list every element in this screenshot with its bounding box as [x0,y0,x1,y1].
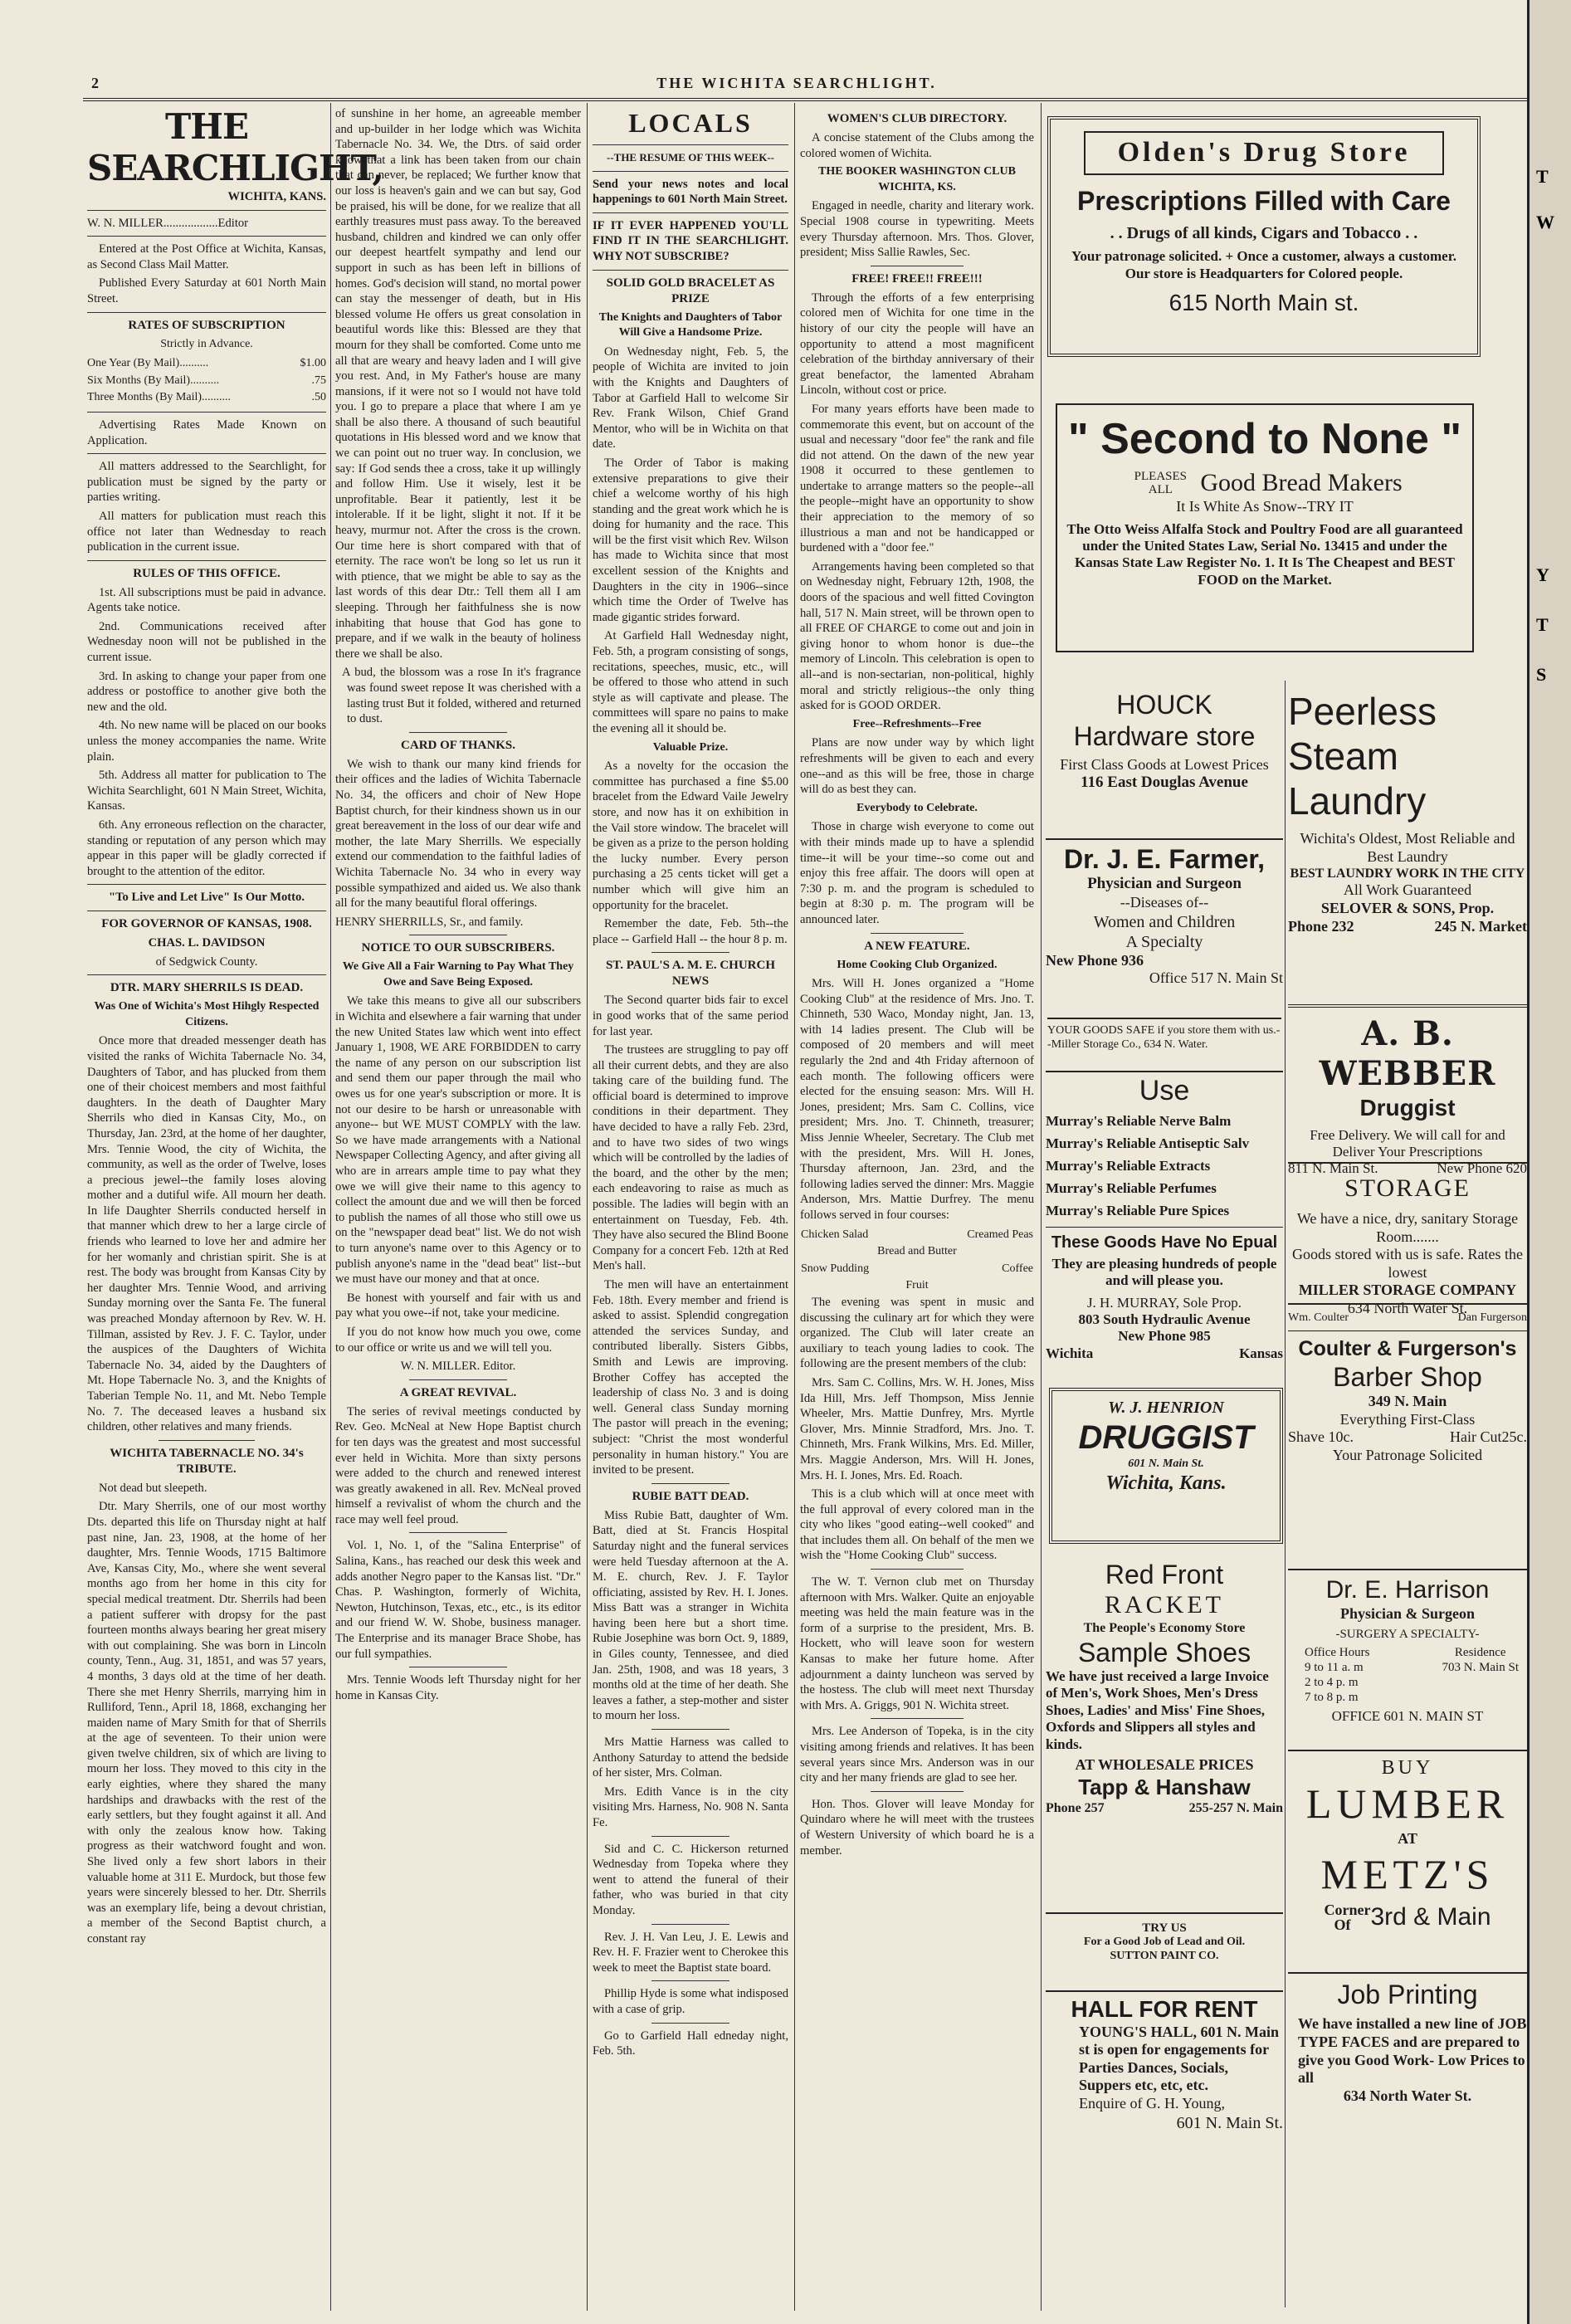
local-item: Mrs. Edith Vance is in the city visiting Mrs. Harness, No. 908 N. Santa Fe. [593,1784,788,1829]
ad-line: They are pleasing hundreds of people and will please you. [1051,1255,1277,1289]
ad-coulter-barber [1288,1303,1527,1560]
article-headline: A GREAT REVIVAL. [399,1385,517,1399]
ad-title: HALL FOR RENT [1071,1996,1258,2022]
rule-item: 3rd. In asking to change your paper from one address or postoffice to another give both the new and the old. [87,669,326,714]
article-subhead: Home Cooking Club Organized. [837,958,998,971]
article-body: We take this means to give all our subscribers in Wichita and elsewhere a fair warning that under the new United States law which went into effect January 1, 1908, WE ARE FORBIDDEN to carry the name of any person on our subscription list and send them our paper through the mail who owes us for one year's subscription or more. It is not our desire to be harsh or unreasonable with anyone-- but WE MUST COMPLY with the law. So we have made arrangements with a National Newspaper Collecting Agency, and after giving all who are in arrears ample time to pay what they owe we will give their name to this agency to collect the amount due and we will then be forced to publish the names of all those who still owe us on the "newspaper dead beat" list. We do not wish to turn anyone's name over to this Agency or to publish anyone's name in the "dead beat" list--but we must have our money and that at once. [335,994,581,1286]
ad-line: YOUNG'S HALL, 601 N. Main st is open for engagements for Parties Dances, Socials, Suppers etc, etc, etc. [1079,2023,1280,2094]
column-3 [593,106,788,2314]
ad-line: These Goods Have No Epual [1046,1227,1283,1252]
ad-line: Women and Children [1093,912,1236,931]
article-signature: W. N. MILLER. Editor. [400,1360,516,1374]
column-rule [587,103,588,2311]
ad-storage [1288,1162,1527,1316]
rate-price: $1.00 [300,357,326,370]
ad-line: We have installed a new line of JOB TYPE FACES and are prepared to give you Good Work- Low Prices to all [1298,2015,1527,2087]
ad-line: Enquire of G. H. Young, [1079,2094,1226,2112]
ad-line: New Phone 985 [1118,1328,1211,1345]
menu-item: Creamed Peas [967,1228,1033,1241]
masthead-place: WICHITA, KANS. [227,190,326,203]
ad-address: 811 N. Main St. [1288,1160,1378,1177]
ad-title: Tapp & Hanshaw [1078,1774,1251,1799]
article-body: This is a club which will at once meet with the full approval of every colored man in the city who likes "good eating--well cooked" and that includes them all. On behalf of the men we wish the "Home Cooking Club" success. [800,1487,1034,1563]
ad-line: Your patronage solicited. + Once a customer, always a customer. Our store is Headquarters for Colored people. [1071,248,1456,281]
ad-line: --Diseases of-- [1120,894,1209,911]
ad-line: PLEASES ALL [1134,470,1188,496]
next-page-edge [1527,0,1571,2324]
rate-row [87,373,326,390]
ad-address: 349 N. Main [1368,1393,1447,1410]
article-headline: DTR. MARY SHERRILS IS DEAD. [110,981,304,995]
ad-metz-lumber [1288,1750,1527,1972]
ad-title: Red Front [1105,1560,1224,1589]
article-subhead: The Knights and Daughters of Tabor Will Give a Handsome Prize. [598,310,783,339]
section-title: LOCALS [628,108,753,138]
ad-line: Murray's Reliable Nerve Balm [1046,1112,1232,1129]
article-body: Mrs. Tennie Woods left Thursday night for her home in Kansas City. [335,1673,581,1702]
menu-row [800,1261,1034,1278]
menu-item: Chicken Salad [801,1228,869,1241]
ad-line: All Work Guaranteed [1343,881,1472,899]
article-body: Remember the date, Feb. 5th--the place -- Garfield Hall -- the hour 8 p. m. [593,917,788,946]
ad-title: METZ'S [1320,1851,1495,1898]
ad-address: 615 North Main st. [1168,289,1359,315]
column-4 [800,106,1034,2314]
governor-name: CHAS. L. DAVIDSON [148,935,266,950]
ad-hall-for-rent [1046,1995,1283,2178]
ad-title: HOUCK [1116,690,1212,720]
running-header [83,75,1510,98]
article-body: Miss Rubie Batt, daughter of Wm. Batt, died at St. Francis Hospital Saturday night and the funeral services were held Tuesday afternoon at the A. M. E. church, Rev. J. F. Taylor officiating, assisted by Rev. H. I. Jones. Miss Batt was a stranger in Wichita having been here but a short time. Rubie Josephine was born Oct. 9, 1889, in Giles county, Tennessee, and died Jan. 25th, 1908, and was 18 years, 3 months old at the time of her death. She leaves a father, a step-mother and sister to mourn her loss. [593,1508,788,1723]
ad-title: Steam [1288,735,1398,778]
poem: A bud, the blossom was a rose In it's fragrance was found sweet repose It was cherished with a lasting trust But it folded, withered and returned to dust. [342,666,581,726]
article-body: For many years efforts have been made to commemorate this event, but on account of the usual and necessary "door fee" the rank and file did not attend. On the dawn of the new year 1908 it occurred to these gentlemen to undertake to arrange matters so the people--all the people--might have an opportunity to show their appreciation to the memory of so illustrious a man and not be handicapped or burdened with a "door fee." [800,402,1034,555]
ad-title: " Second to None " [1068,415,1461,463]
ad-line: We have a nice, dry, sanitary Storage Room....... [1296,1210,1519,1245]
editor-line: W. N. MILLER..................Editor [87,216,249,230]
local-item: Hon. Thos. Glover will leave Monday for Quindaro where he will meet with the trustees of Western University of which board he is a member. [800,1797,1034,1858]
column-rule [330,103,331,2311]
ad-line: Corner Of [1324,1902,1371,1934]
column-rule [794,103,795,2311]
published-notice: Published Every Saturday at 601 North Main Street. [87,276,326,305]
ad-title: Use [1139,1075,1190,1106]
ad-line: Kansas [1239,1345,1283,1361]
ad-line: Hair Cut25c. [1450,1428,1527,1446]
ad-line: BEST LAUNDRY WORK IN THE CITY [1290,867,1525,881]
menu-item: Bread and Butter [877,1245,957,1258]
article-body: The evening was spent in music and discussing the culinary art for which they were organized. The Club will later create an auxiliary to teach young ladies to cook. The following are the present members of the club: [800,1295,1034,1371]
ad-address: 601 N. Main St. [1176,2113,1283,2132]
ad-line: It Is White As Snow--TRY IT [1176,498,1354,515]
ad-line: Phone 232 [1288,917,1354,935]
ad-line: Dan Furgerson [1457,1311,1527,1324]
ad-webber-druggist [1288,1004,1527,1177]
ad-title: Sample Shoes [1077,1637,1251,1667]
article-subhead: Free--Refreshments--Free [852,717,982,730]
ad-oldens-drug-store [1047,116,1481,357]
ad-address: 703 N. Main St [1442,1660,1519,1674]
article-signature: HENRY SHERRILLS, Sr., and family. [335,915,524,929]
ad-title: LUMBER [1305,1780,1510,1827]
entered-notice: Entered at the Post Office at Wichita, Kansas, as Second Class Mail Matter. [87,242,326,271]
local-item: Go to Garfield Hall edneday night, Feb. 5th. [593,2029,788,2058]
ad-line: Free Delivery. We will call for and Deliver Your Prescriptions [1310,1126,1505,1160]
article-body: We wish to thank our many kind friends for their offices and the ladies of Wichita Tabernacle No. 34, the officers and choir of New Hope Baptist church, for their kindness shown us in our great bereavement in the loss of our dear wife and mother, the late Mary Sherrills. We especially extend our commendation to the faithful ladies of Wichita Tabernacle No. 34 who in every way possible sympathized and aided us. We also thank all for the many beautiful floral offerings. [335,757,581,911]
ad-line: 9 to 11 a. m [1305,1660,1364,1674]
masthead: THE SEARCHLIGHT, [87,106,383,188]
menu-row [800,1227,1034,1244]
ad-title: STORAGE [1344,1174,1471,1202]
local-item: Mrs Mattie Harness was called to Anthony Saturday to attend the bedside of her sister, Mrs. Colman. [593,1736,788,1780]
governor-county: of Sedgwick County. [155,954,258,969]
column-2 [335,106,581,2314]
ad-line: Everything First-Class [1339,1410,1476,1428]
article-body: Vol. 1, No. 1, of the "Salina Enterprise" of Salina, Kans., has reached our desk this week and adds another Negro paper to the Kansas list. "Dr." Chas. P. Washington, formerly of Wichita, Newton, Hutchinson, Texas, etc., etc., is its editor and our friend W. W. Shobe, business manager. The Enterprise and its manager Brace Shobe, has our full sympathies. [335,1539,581,1661]
edge-letter: T [1536,166,1549,187]
ad-title: Coulter & Furgerson's [1288,1330,1527,1361]
ad-murray [1046,1071,1283,1371]
ad-line: Murray's Reliable Antiseptic Salv [1046,1135,1250,1151]
rate-term: One Year (By Mail).......... [87,357,209,370]
letters-notice: All matters addressed to the Searchlight, for publication must be signed by the party or parties writing. [87,460,326,505]
local-item: Mrs. Lee Anderson of Topeka, is in the city visiting among friends and relatives. It has been several years since Mrs. Anderson was in our city and her many friends are glad to see her. [800,1725,1034,1785]
ad-address: OFFICE 601 N. MAIN ST [1331,1707,1484,1724]
ad-line: A Specialty [1125,932,1203,951]
ad-line: Wichita [1046,1345,1094,1361]
rule-item: 4th. No new name will be placed on our books unless the money accompanies the name. Write plain. [87,719,326,764]
rule-item: 1st. All subscriptions must be paid in advance. Agents take notice. [87,585,326,615]
article-body: of sunshine in her home, an agreeable member and up-builder in her lodge which was Wichita Tabernacle No. 34. We, the Dtrs. of said order know that a link has been taken from our chain that can never, be replaced; We further know that our loss is heaven's gain and we can but say, God be praised, his will be done, for we realize that all earthly treasures must pass away. To the bereaved husband, children and kindred we can only offer our deepest heartfelt sympathy and lend our support in such as has been left in billions of homes. God's decision will stand, no mortal power can stay the messenger of death, but in His blessed volume He offers us great consolation in beautiful words like this: Blessed are they that mourn for they shall be comforted. Come unto me all that are weary and heavy laden and I will give you rest. And, in My Father's house are many mansions, if it were not so I would not have told you. I go to prepare a place that where I am ye shall be also there. A thousand of such beautiful quotations in His blessed word and we know that we can point out no truer way. In conclusion, we say: If God sends thee a cross, take it up willingly and follow Him. Use it wisely, lest it be unprofitable. Bear it patiently, lest it be intolerable. If it be light, slight it not. If it be heavy, murmur not. After the cross is the crown. Our time here is short compared with that of eternity. The race won't be long so let us run it with ptience, that we might be able to say as the last words of this dear Dtr.: Tell them all I am sleeping. Through her faithfulness she is now inhabiting that house that God has gone to prepare, and if we walk in the beauty of holiness there we shall be also. [335,107,581,661]
section-subtitle: --THE RESUME OF THIS WEEK-- [606,151,774,164]
article-body: On Wednesday night, Feb. 5, the people of Wichita are invited to join with the Knights and Daughters of Tabor at Garfield Hall to welcome Sir Rev. Frank Wilson, Chief Grand Mentor, who will be in Wichita on that date. [593,344,788,452]
ad-line: First Class Goods at Lowest Prices [1060,755,1269,773]
motto: "To Live and Let Live" Is Our Motto. [109,891,305,905]
ad-line: New Phone 620 [1437,1160,1527,1177]
article-body: Plans are now under way by which light refreshments will be given to each and every one--and as this will be free, those in charge will do as best they can. [800,736,1034,797]
article-body: A concise statement of the Clubs among the colored women of Wichita. [800,131,1034,160]
article-headline: WOMEN'S CLUB DIRECTORY. [827,112,1007,125]
article-headline: CARD OF THANKS. [401,738,515,752]
ad-line: Physician & Surgeon [1339,1605,1476,1622]
edge-letter: S [1536,664,1547,685]
rule-item: 6th. Any erroneous reflection on the character, standing or reputation of any person which may appear in this paper will be gladly corrected if brought to the attention of the editor. [87,818,326,878]
article-headline: A NEW FEATURE. [864,939,970,953]
ad-address: 803 South Hydraulic Avenue [1078,1311,1251,1327]
ad-job-printing [1288,1972,1527,2186]
column-1 [87,106,383,2314]
ad-line: SELOVER & SONS, Prop. [1320,899,1495,916]
ad-address: 634 North Water St. [1347,1299,1468,1316]
menu-item: Fruit [905,1279,929,1292]
article-subhead: Everybody to Celebrate. [856,801,978,814]
article-body: Mrs. Will H. Jones organized a "Home Cooking Club" at the residence of Mrs. Jno. T. Chinneth, 530 Waco, Monday night, Jan. 13, with 14 ladies present. The Club will be composed of 20 members and will meet regularly the 2nd and 4th Friday afternoon of each month. The following officers were elected for the ensuing season: Mrs. Will H. Jones, president; Mrs. Sam C. Collins, vice president; Mrs. Jno. T. Chinneth, treasurer; Miss Jennie Wheeler, Secretary. The Club met with the president, Mrs. Will H. Jones, Thursday afternoon, Jan. 23rd, and the following ladies served the dinner: Mrs. Maggie Anderson, Mrs. Mattie Durfrey. The menu follows served in four courses: [800,977,1034,1222]
menu-item: Coffee [1002,1262,1033,1275]
edge-letter: W [1536,212,1554,232]
ad-line: Your Patronage Solicited [1332,1446,1483,1463]
ad-line: . . Drugs of all kinds, Cigars and Tobacco . . [1110,224,1418,243]
article-body: Mrs. Sam C. Collins, Mrs. W. H. Jones, Miss Ida Hill, Mrs. Jeff Thompson, Miss Jennie Wheeler, Mrs. Mattie Dunfrey, Mrs. Myrtle Glover, Mrs. Minnie Stradford, Mrs. Jno. T. Chinneth, Mrs. Frank Wilkins, Mrs. Ed. Miller, Mrs. Maggie Anderson, Mrs. Will H. Jones, Mrs. H. I. Jones, Mrs. Ed. Roach. [800,1375,1034,1482]
ad-line: We have just received a large Invoice of Men's, Work Shoes, Men's Dress Shoes, Ladies' and Miss' Fine Shoes, Oxfords and Slippers all styles and kinds. [1046,1667,1269,1752]
ad-line: AT WHOLESALE PRICES [1075,1755,1254,1773]
news-request: Send your news notes and local happenings to 601 North Main Street. [593,177,788,207]
rate-row [87,355,326,373]
ad-line: New Phone 936 [1046,951,1144,969]
page-number: 2 [91,75,101,91]
ad-line: W. J. HENRION [1108,1399,1224,1417]
menu-item: Snow Pudding [801,1262,870,1275]
article-body: Arrangements having been completed so that on Wednesday night, February 12th, 1908, the doors of the spacious and well fitted Covington hall, 517 N. Main street, will be thrown open to all FREE OF CHARGE to come out and join in giving honor to whom honor is due--the memory of Lincoln. This celebration is open to all--and is non-sectarian, non-political, highly moral and strictly religious--the only thing asked for is GOOD ORDER. [800,559,1034,713]
rates-heading: RATES OF SUBSCRIPTION [128,318,285,332]
ad-line: Murray's Reliable Pure Spices [1046,1202,1230,1218]
ad-line: Murray's Reliable Extracts [1046,1157,1211,1174]
rate-term: Six Months (By Mail).......... [87,374,220,387]
menu-table [800,1227,1034,1295]
ad-address: 116 East Douglas Avenue [1081,774,1248,792]
ad-line: Prescriptions Filled with Care [1077,185,1451,216]
article-headline: WICHITA TABERNACLE NO. 34's TRIBUTE. [110,1446,304,1476]
article-body: Engaged in needle, charity and literary work. Special 1908 course in typewriting. Meets every Thursday afternoon. Mrs. Thos. Glover, president; Miss Sallie Rawles, Sec. [800,199,1034,260]
ad-line: The People's Economy Store [1083,1621,1246,1636]
article-headline: ST. PAUL'S A. M. E. CHURCH NEWS [605,959,776,989]
subscribe-prompt: IF IT EVER HAPPENED YOU'LL FIND IT IN THE SEARCHLIGHT. WHY NOT SUBSCRIBE? [593,218,788,263]
ad-line: The Otto Weiss Alfalfa Stock and Poultry Food are all guaranteed under the United States Law, Serial No. 13415 and under the Kansas State Law Register No. 1. It Is The Cheapest and BEST FOOD on the Market. [1066,520,1463,588]
ad-line: Wm. Coulter [1288,1311,1349,1324]
ad-henrion-druggist [1049,1388,1283,1544]
ad-address: 3rd & Main [1370,1903,1491,1931]
ad-address: Office 517 N. Main St [1149,969,1283,987]
rate-price: .50 [311,391,326,404]
ad-line: SUTTON PAINT CO. [1110,1949,1219,1962]
article-headline: RUBIE BATT DEAD. [632,1489,749,1503]
ad-line: Office Hours [1305,1645,1370,1659]
article-body: The men will have an entertainment Feb. 18th. Every member and friend is asked to assist. Splendid congregation attended the services Sunday, and contributed liberally. Sisters Gibbs, Smith and Lewis are improving. Brother Coffey has accepted the leadership of class No. 3 and is doing well. General class Sunday morning The pastor will preach in the evening; subject: "Christ the most wonderful personality in human history." You are invited to be present. [593,1278,788,1477]
ad-line: Good Bread Makers [1200,469,1403,496]
rates-subheading: Strictly in Advance. [160,337,253,350]
article-body: If you do not know how much you owe, come to our office or write us and we will tell you. [335,1325,581,1355]
edge-letter: Y [1536,564,1549,585]
edge-letter: T [1536,614,1549,635]
local-item: The W. T. Vernon club met on Thursday afternoon with Mrs. Walker. Quite an enjoyable meeting was held the main feature was in the form of a surprise to the president, Mrs. B. Hockett, who will leave soon for western Kansas to make her future home. After adjournment a dainty luncheon was served by the hostess. The club will meet next Thursday with Mrs. A. Griggs, 901 N. Wichita street. [800,1575,1034,1712]
menu-row [800,1243,1034,1261]
ad-sutton-paint [1046,1912,1283,1992]
article-body: Dtr. Mary Sherrils, one of our most worthy Dts. departed this life on Thursday night at half past nine, Jan. 23, 1908, at the home of her daughter, Mrs. Tennie Woods, 1715 Baltimore Ave, Kansas City, Mo., where she went several months ago from her home in this city for special medical treatment. Dtr. Sherrils had been a patient sufferer with dropsy for the past fourteen months always bearing her great misery with out complaining. She was born in Lincoln county, Tenn., Aug. 31, 1851, and was 57 years, 4 months, 3 days old at the time of her death. There she met Henry Sherrils, marrying him in Rulliford, Tenn., April 18, 1868, exchanging her maiden name of Mary Smith for that of Sherrils at the age of seventeen. To their union were given twelve children, six of which are living to mourn her loss. They moved to this city in the early eighties, where they shared the many hardships and drawbacks with the rest of the early settlers, but they fought against it all. And with only the zealous know how. Taking progress as their watchword fought and won. She lived only a few short labors in their valuable home at 311 E. Murdock, but those few years were sincerely blessed to her. Dtr. Sherrils was an exemplary life, being a devout christian, a member of the Second Baptist church, a constant ray [87,1500,326,1946]
deadline-notice: All matters for publication must reach this office not later than Wednesday to reach publication in the current issue. [87,509,326,554]
ad-address: 601 N. Main St. [1128,1457,1204,1470]
ad-second-to-none [1056,403,1474,652]
rates-table [87,355,326,407]
article-body: As a novelty for the occasion the committee has purchased a fine $5.00 bracelet from the Edward Vaile Jewelry store, and now has it on exhibition in the Vail store window. The bracelet will be given as a prize to the person holding the lucky number. Every person purchasing a 25 cents ticket will get a number which will give him an opportunity for the bracelet. [593,759,788,912]
ad-red-front-racket [1046,1559,1283,1899]
ad-line: 7 to 8 p. m [1305,1690,1359,1704]
ad-line: Shave 10c. [1288,1428,1354,1446]
ad-title: Druggist [1359,1095,1456,1120]
ad-title: Hardware store [1073,721,1256,752]
local-item: Phillip Hyde is some what indisposed with a case of grip. [593,1987,788,2016]
article-subhead: Was One of Wichita's Most Hihgly Respected Citizens. [94,1000,320,1028]
article-body: Not dead but sleepeth. [99,1481,207,1495]
advertising-notice: Advertising Rates Made Known on Application. [87,417,326,447]
ad-title: Job Printing [1337,1980,1478,2009]
ad-line: Residence [1454,1645,1506,1659]
ad-title: Dr. E. Harrison [1325,1576,1490,1604]
ad-line: AT [1398,1829,1417,1847]
article-body: Through the efforts of a few enterprising colored men of Wichita for one time in the history of our city the people will have an opportunity to attend a most magnificent celebration of the birthday anniversary of their great benefactor, the lamented Abraham Lincoln, without cost or price. [800,290,1034,398]
ad-line: J. H. MURRAY, Sole Prop. [1086,1294,1242,1311]
article-headline: SOLID GOLD BRACELET AS PRIZE [606,276,775,305]
header-rule [83,98,1527,101]
article-headline: FREE! FREE!! FREE!!! [851,271,983,286]
ad-title: RACKET [1105,1591,1224,1619]
ad-title: Olden's Drug Store [1084,131,1444,175]
article-body: At Garfield Hall Wednesday night, Feb. 5th, a program consisting of songs, recitations, speeches, music, etc., will be offered to those who attend in such style as will captivate and please. The committees will spare no pains to make the evening all it should be. [593,629,788,735]
rate-term: Three Months (By Mail).......... [87,391,232,404]
article-body: The series of revival meetings conducted by Rev. Geo. McNeal at New Hope Baptist church for ten days was the greatest and most successful ever held in Wichita. More than sixty persons were added to the church and renewed interest was greatly awakened in all. Rev. McNeal proved himself a revivalist of whom the church and the race may well feel proud. [335,1404,581,1526]
rule-item: 5th. Address all matter for publication to The Wichita Searchlight, 601 N Main Street, Wichita, Kansas. [87,769,326,813]
article-body: The Second quarter bids fair to excel in good works that of the same period for last year. [593,994,788,1038]
governor-heading: FOR GOVERNOR OF KANSAS, 1908. [101,916,312,930]
article-subhead: We Give All a Fair Warning to Pay What They Owe and Save Being Exposed. [342,960,574,989]
ad-line: Goods stored with us is safe. Rates the lowest [1292,1246,1523,1281]
column-rule [1041,103,1042,2311]
ad-address: 255-257 N. Main [1188,1800,1283,1815]
ad-peerless-laundry [1288,689,1527,1021]
menu-row [800,1277,1034,1295]
ad-goods-safe: YOUR GOODS SAFE if you store them with us.--Miller Storage Co., 634 N. Water. [1047,1018,1281,1062]
article-body: The Order of Tabor is making extensive preparations to give their chief a welcome worthy of his high standing and the great work which he is doing for humanity and the race. This will be the first visit which Rev. Wilson has made to Wichita since that most excellent session of the Knights and Daughters in the city in 1906--since which time the Order of Twelve has made gigantic strides forward. [593,456,788,624]
local-item: Rev. J. H. Van Leu, J. E. Lewis and Rev. H. F. Frazier went to Cherokee this week to meet the Baptist state board. [593,1930,788,1975]
ad-title: Dr. J. E. Farmer, [1064,844,1265,874]
ad-line: BUY [1381,1757,1434,1779]
article-body: Once more that dreaded messenger death has visited the ranks of Wichita Tabernacle No. 34, Daughters of Tabor, and has plucked from them one of their choicest members and most faithful daughters. In the death of Daughter Mary Sherrils who died in Kansas City, Mo., on Thursday, Jan. 23rd, at the home of her daughter, Mrs. Tennie Wood, the city of Wichita, the community, as well as the order of Twelve, loses a precious jewel--the family loses aloving mother and a dutiful wife. All mourn her death. In life Daughter Sherrils conducted herself in that manner which drew to her a large circle of friends who learned to love her and admire her for her womanly and christian spirit. She is at rest. The body was brought from Kansas City by her daughter Mrs. Tennie Wood, and arriving Sunday morning over the Santa Fe. The funeral was preached Monday afternoon by Rev. W. H. Tillman, assisted by Rev. J. F. C. Taylor, under the auspices of the Daughters of Wichita Tabernacle No. 34, aided by the Daughters of Mt. Hope Tabernacle No. 3, and the Knights of Taberian Temple No. 11, and Mt. Nebo Temple No. 7. The deceased leaves a husband six children, other relatives and many friends. [87,1034,326,1434]
local-item: Sid and C. C. Hickerson returned Wednesday from Topeka where they went to attend the funeral of their father, who was buried in that city Monday. [593,1842,788,1917]
article-headline: NOTICE TO OUR SUBSCRIBERS. [361,941,555,955]
ad-line: -SURGERY A SPECIALTY- [1335,1627,1480,1641]
ad-dr-harrison [1288,1569,1527,1750]
ad-line: For a Good Job of Lead and Oil. [1083,1936,1246,1948]
rule-item: 2nd. Communications received after Wednesday noon will not be published in the current issue. [87,619,326,665]
ad-title: DRUGGIST [1078,1419,1254,1456]
ad-line: Physician and Surgeon [1087,875,1242,893]
ad-line: Murray's Reliable Perfumes [1046,1179,1217,1196]
rate-row [87,389,326,407]
article-body: The trustees are struggling to pay off all their current debts, and they are also taking care of the building fund. The official board is determined to improve conditions in their department. They have decided to have a rally Feb. 23rd, and to have two sides of two wings which will be controlled by the ladies of the board, and the other by the men; each endeavoring to raise as much as possible. The ladies will begin with an entertainment on Tuesday, Feb. 4th. They have also secured the Blind Boone Company for a concert Feb. 12th at Red Men's hall. [593,1043,788,1273]
rate-price: .75 [311,374,326,387]
ad-houck-hardware [1046,689,1283,855]
ad-line: Wichita, Kans. [1105,1472,1227,1494]
ad-title: Laundry [1288,779,1427,823]
ad-address: 634 North Water St. [1343,2087,1472,2104]
ad-dr-farmer [1046,838,1283,1014]
ad-title: Barber Shop [1333,1361,1482,1392]
ad-line: Phone 257 [1046,1800,1105,1815]
article-body: Those in charge wish everyone to come out with their minds made up to have a splendid time--it will be your time--so come out and enjoy this free affair. The doors will open at 7:30 p. m. and the program is scheduled to begin at 8:30 p. m. The program will be announced later. [800,820,1034,926]
ad-line: MILLER STORAGE COMPANY [1298,1282,1517,1299]
article-body: Be honest with yourself and fair with us and pay what you owe--if not, take your medicine. [335,1291,581,1321]
article-subhead: Valuable Prize. [652,740,729,754]
article-subhead: THE BOOKER WASHINGTON CLUB WICHITA, KS. [818,165,1016,193]
ad-line: TRY US [1142,1921,1187,1935]
ad-title: Peerless [1288,690,1437,733]
ad-line: Wichita's Oldest, Most Reliable and Best Laundry [1300,830,1515,865]
ad-line: 2 to 4 p. m [1305,1675,1359,1689]
running-title: THE WICHITA SEARCHLIGHT. [656,75,937,91]
ad-address: 245 N. Market [1434,917,1527,935]
ad-title: A. B. WEBBER [1319,1014,1496,1093]
column-rule [1285,681,1286,2307]
rules-heading: RULES OF THIS OFFICE. [133,566,281,580]
